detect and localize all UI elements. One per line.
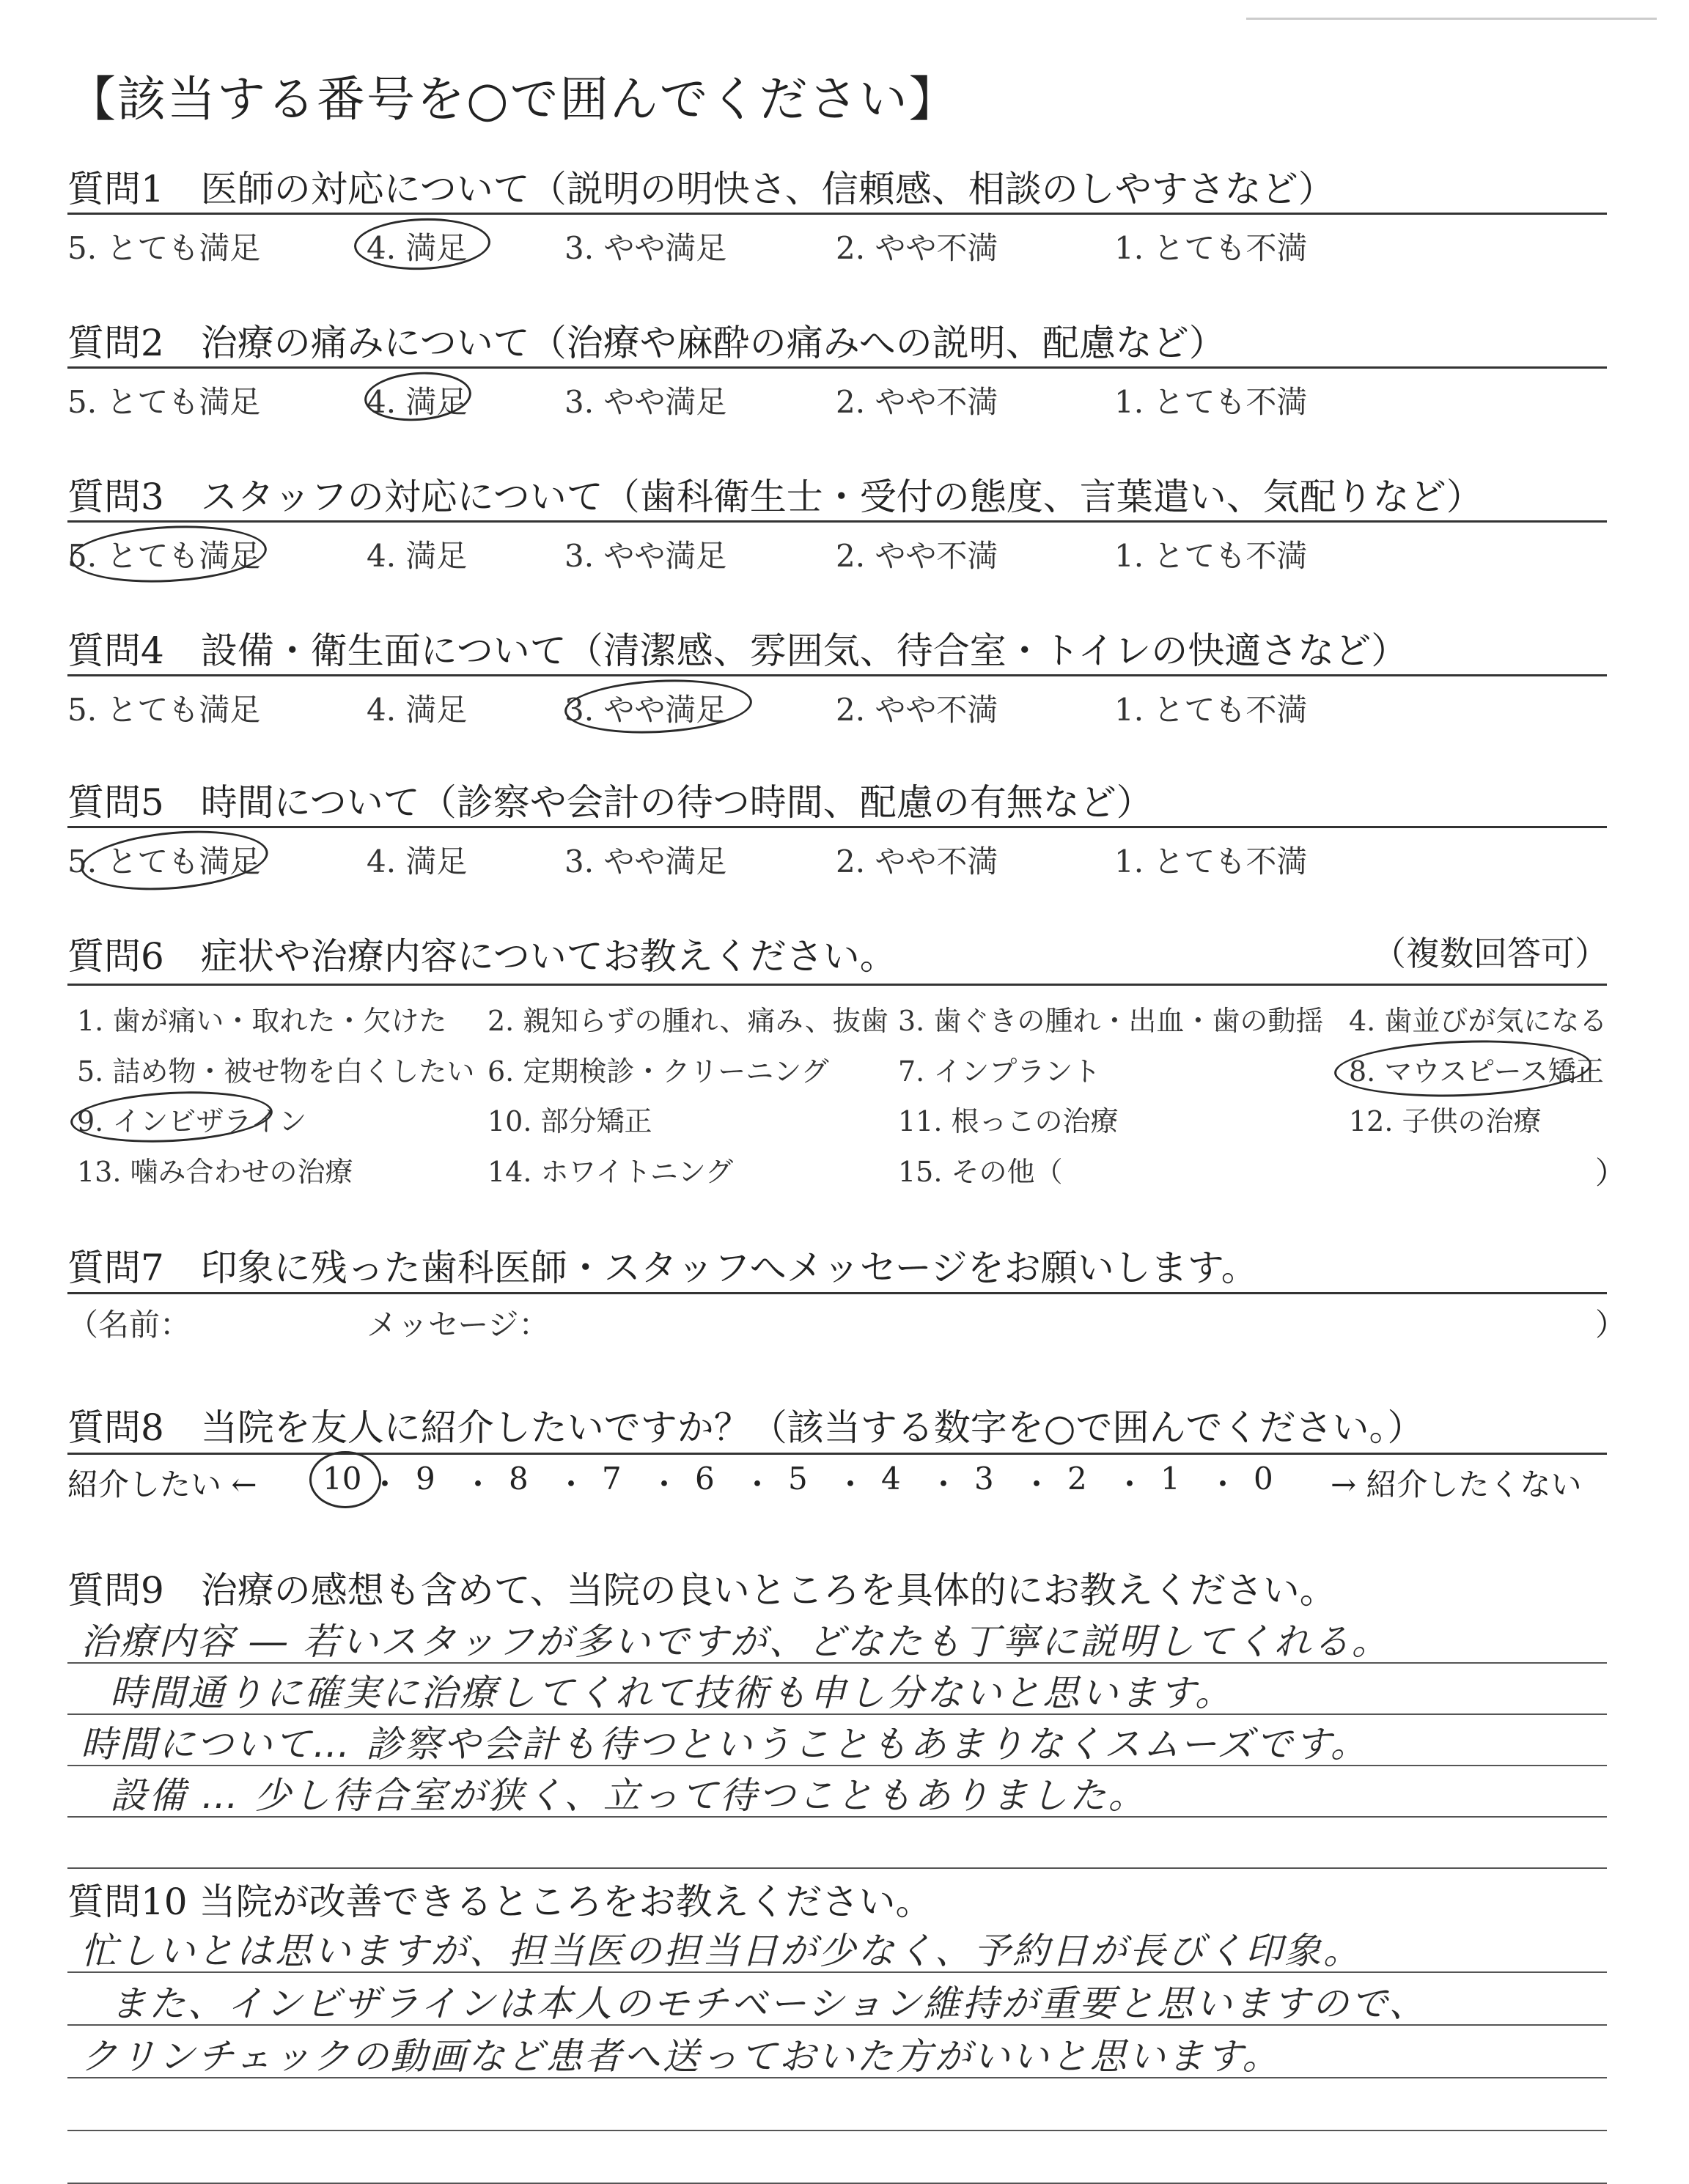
q8-scale-item-3: ・ xyxy=(463,1467,494,1502)
q6-option-10[interactable]: 10. 部分矯正 xyxy=(487,1105,652,1137)
q4-rule xyxy=(67,674,1607,676)
q8-scale-item-16[interactable]: 2 xyxy=(1067,1461,1087,1497)
q6-option-14[interactable]: 14. ホワイトニング xyxy=(487,1156,734,1188)
q4-option-2[interactable]: 2. やや不満 xyxy=(836,692,998,728)
q3-option-1[interactable]: 1. とても不満 xyxy=(1114,538,1308,574)
q5-rule xyxy=(67,826,1607,828)
q6-option-15[interactable]: 15. その他（ xyxy=(898,1156,1063,1188)
q6-note: （複数回答可） xyxy=(1372,934,1608,973)
q1-option-1[interactable]: 1. とても不満 xyxy=(1114,230,1308,266)
q10-title: 質問10 当院が改善できるところをお教えください。 xyxy=(67,1881,932,1923)
q9-answer-line-2: 時間通りに確実に治療してくれて技術も申し分ないと思います。 xyxy=(110,1672,1234,1714)
q6-option-6[interactable]: 6. 定期検診・クリーニング xyxy=(487,1055,829,1088)
q9-answer-line-3: 時間について… 診察や会計も待つということもあまりなくスムーズです。 xyxy=(81,1723,1369,1766)
q2-option-2[interactable]: 2. やや不満 xyxy=(836,384,998,420)
q5-option-4[interactable]: 4. 満足 xyxy=(367,844,468,879)
q6-option-12[interactable]: 12. 子供の治療 xyxy=(1349,1105,1542,1137)
q8-scale-item-9: ・ xyxy=(742,1467,773,1502)
q3-title: 質問3 スタッフの対応について（歯科衛生士・受付の態度、言葉遣い、気配りなど） xyxy=(67,476,1483,518)
q6-option-9[interactable]: 9. インビザライン xyxy=(77,1105,307,1137)
q8-scale-item-7: ・ xyxy=(649,1467,680,1502)
q1-option-5[interactable]: 5. とても満足 xyxy=(67,230,261,266)
q10-answer-line-1: 忙しいとは思いますが、担当医の担当日が少なく、予約日が長びく印象。 xyxy=(81,1930,1362,1972)
q4-option-1[interactable]: 1. とても不満 xyxy=(1114,692,1308,728)
q8-scale-item-19: ・ xyxy=(1207,1467,1239,1502)
q6-close-paren: ） xyxy=(1595,1155,1627,1191)
q9-ruled-line xyxy=(67,1867,1607,1869)
q6-option-5[interactable]: 5. 詰め物・被せ物を白くしたい xyxy=(77,1055,475,1088)
q8-right-label: → 紹介したくない xyxy=(1331,1467,1582,1502)
q8-scale-item-11: ・ xyxy=(835,1467,866,1502)
q2-option-3[interactable]: 3. やや満足 xyxy=(564,384,727,420)
q2-option-5[interactable]: 5. とても満足 xyxy=(67,384,261,420)
q9-answer-line-4: 設備 … 少し待合室が狭く、立って待つこともありました。 xyxy=(110,1774,1147,1817)
q5-option-5[interactable]: 5. とても満足 xyxy=(67,844,261,879)
q3-rule xyxy=(67,520,1607,523)
q8-scale-item-1: ・ xyxy=(369,1467,401,1502)
q8-scale-item-0[interactable]: 10 xyxy=(323,1461,362,1497)
q10-answer-line-3: クリンチェックの動画など患者へ送っておいた方がいいと思います。 xyxy=(81,2035,1281,2078)
q8-scale-item-5: ・ xyxy=(556,1467,587,1502)
q2-option-4[interactable]: 4. 満足 xyxy=(367,384,468,420)
q6-title: 質問6 症状や治療内容についてお教えください。 xyxy=(67,935,897,978)
q1-title: 質問1 医師の対応について（説明の明快さ、信頼感、相談のしやすさなど） xyxy=(67,168,1335,210)
q6-option-7[interactable]: 7. インプラント xyxy=(898,1055,1101,1088)
q8-scale-item-20[interactable]: 0 xyxy=(1254,1461,1273,1497)
q5-title: 質問5 時間について（診察や会計の待つ時間、配慮の有無など） xyxy=(67,781,1153,824)
q9-title: 質問9 治療の感想も含めて、当院の良いところを具体的にお教えください。 xyxy=(67,1569,1336,1612)
q5-option-1[interactable]: 1. とても不満 xyxy=(1114,844,1308,879)
q8-scale-item-13: ・ xyxy=(928,1467,960,1502)
q8-scale-item-2[interactable]: 9 xyxy=(416,1461,435,1497)
q5-option-3[interactable]: 3. やや満足 xyxy=(564,844,727,879)
scan-edge-line xyxy=(1246,18,1657,20)
q2-option-1[interactable]: 1. とても不満 xyxy=(1114,384,1308,420)
q6-option-11[interactable]: 11. 根っこの治療 xyxy=(898,1105,1119,1137)
q8-title: 質問8 当院を友人に紹介したいですか？（該当する数字を○で囲んでください。） xyxy=(67,1406,1424,1449)
q10-answer-line-2: また、インビザラインは本人のモチベーション維持が重要と思いますので、 xyxy=(110,1982,1428,2025)
q3-option-5[interactable]: 5. とても満足 xyxy=(67,538,261,574)
q8-scale-item-8[interactable]: 6 xyxy=(695,1461,715,1497)
q2-title: 質問2 治療の痛みについて（治療や麻酔の痛みへの説明、配慮など） xyxy=(67,322,1226,364)
page-title: 【該当する番号を○で囲んでください】 xyxy=(67,71,959,128)
q6-rule xyxy=(67,984,1607,986)
q7-title: 質問7 印象に残った歯科医師・スタッフへメッセージをお願いします。 xyxy=(67,1247,1258,1289)
q4-title: 質問4 設備・衛生面について（清潔感、雰囲気、待合室・トイレの快適さなど） xyxy=(67,630,1408,672)
q3-option-2[interactable]: 2. やや不満 xyxy=(836,538,998,574)
q8-scale-item-17: ・ xyxy=(1114,1467,1146,1502)
q5-option-2[interactable]: 2. やや不満 xyxy=(836,844,998,879)
q6-option-4[interactable]: 4. 歯並びが気になる xyxy=(1349,1005,1608,1037)
q6-option-3[interactable]: 3. 歯ぐきの腫れ・出血・歯の動揺 xyxy=(898,1005,1324,1037)
q6-option-1[interactable]: 1. 歯が痛い・取れた・欠けた xyxy=(77,1005,447,1037)
q8-scale-item-15: ・ xyxy=(1021,1467,1053,1502)
q9-answer-line-1: 治療内容 ― 若いスタッフが多いですが、どなたも丁寧に説明してくれる。 xyxy=(81,1620,1391,1663)
q1-option-4[interactable]: 4. 満足 xyxy=(367,230,468,266)
q8-rule xyxy=(67,1453,1607,1455)
q8-scale-item-6[interactable]: 7 xyxy=(602,1461,622,1497)
q1-rule xyxy=(67,213,1607,215)
q4-option-3[interactable]: 3. やや満足 xyxy=(564,692,727,728)
q6-option-2[interactable]: 2. 親知らずの腫れ、痛み、抜歯 xyxy=(487,1005,888,1037)
q7-message-label: メッセージ： xyxy=(367,1307,550,1343)
q8-scale-item-14[interactable]: 3 xyxy=(974,1461,994,1497)
q8-scale-item-18[interactable]: 1 xyxy=(1160,1461,1180,1497)
q6-option-8[interactable]: 8. マウスピース矯正 xyxy=(1349,1055,1604,1088)
q1-option-3[interactable]: 3. やや満足 xyxy=(564,230,727,266)
q10-ruled-line xyxy=(67,2130,1607,2131)
q8-scale-item-10[interactable]: 5 xyxy=(788,1461,808,1497)
q3-option-4[interactable]: 4. 満足 xyxy=(367,538,468,574)
q4-option-5[interactable]: 5. とても満足 xyxy=(67,692,261,728)
q7-name-label: （名前： xyxy=(67,1307,191,1343)
q7-close-paren: ） xyxy=(1595,1307,1627,1343)
q3-option-3[interactable]: 3. やや満足 xyxy=(564,538,727,574)
q6-option-13[interactable]: 13. 噛み合わせの治療 xyxy=(77,1156,353,1188)
q4-option-4[interactable]: 4. 満足 xyxy=(367,692,468,728)
q8-scale-item-12[interactable]: 4 xyxy=(881,1461,901,1497)
q7-rule xyxy=(67,1292,1607,1294)
q1-option-2[interactable]: 2. やや不満 xyxy=(836,230,998,266)
q8-scale-item-4[interactable]: 8 xyxy=(509,1461,529,1497)
q8-left-label: 紹介したい ← xyxy=(67,1467,257,1502)
q2-rule xyxy=(67,366,1607,369)
